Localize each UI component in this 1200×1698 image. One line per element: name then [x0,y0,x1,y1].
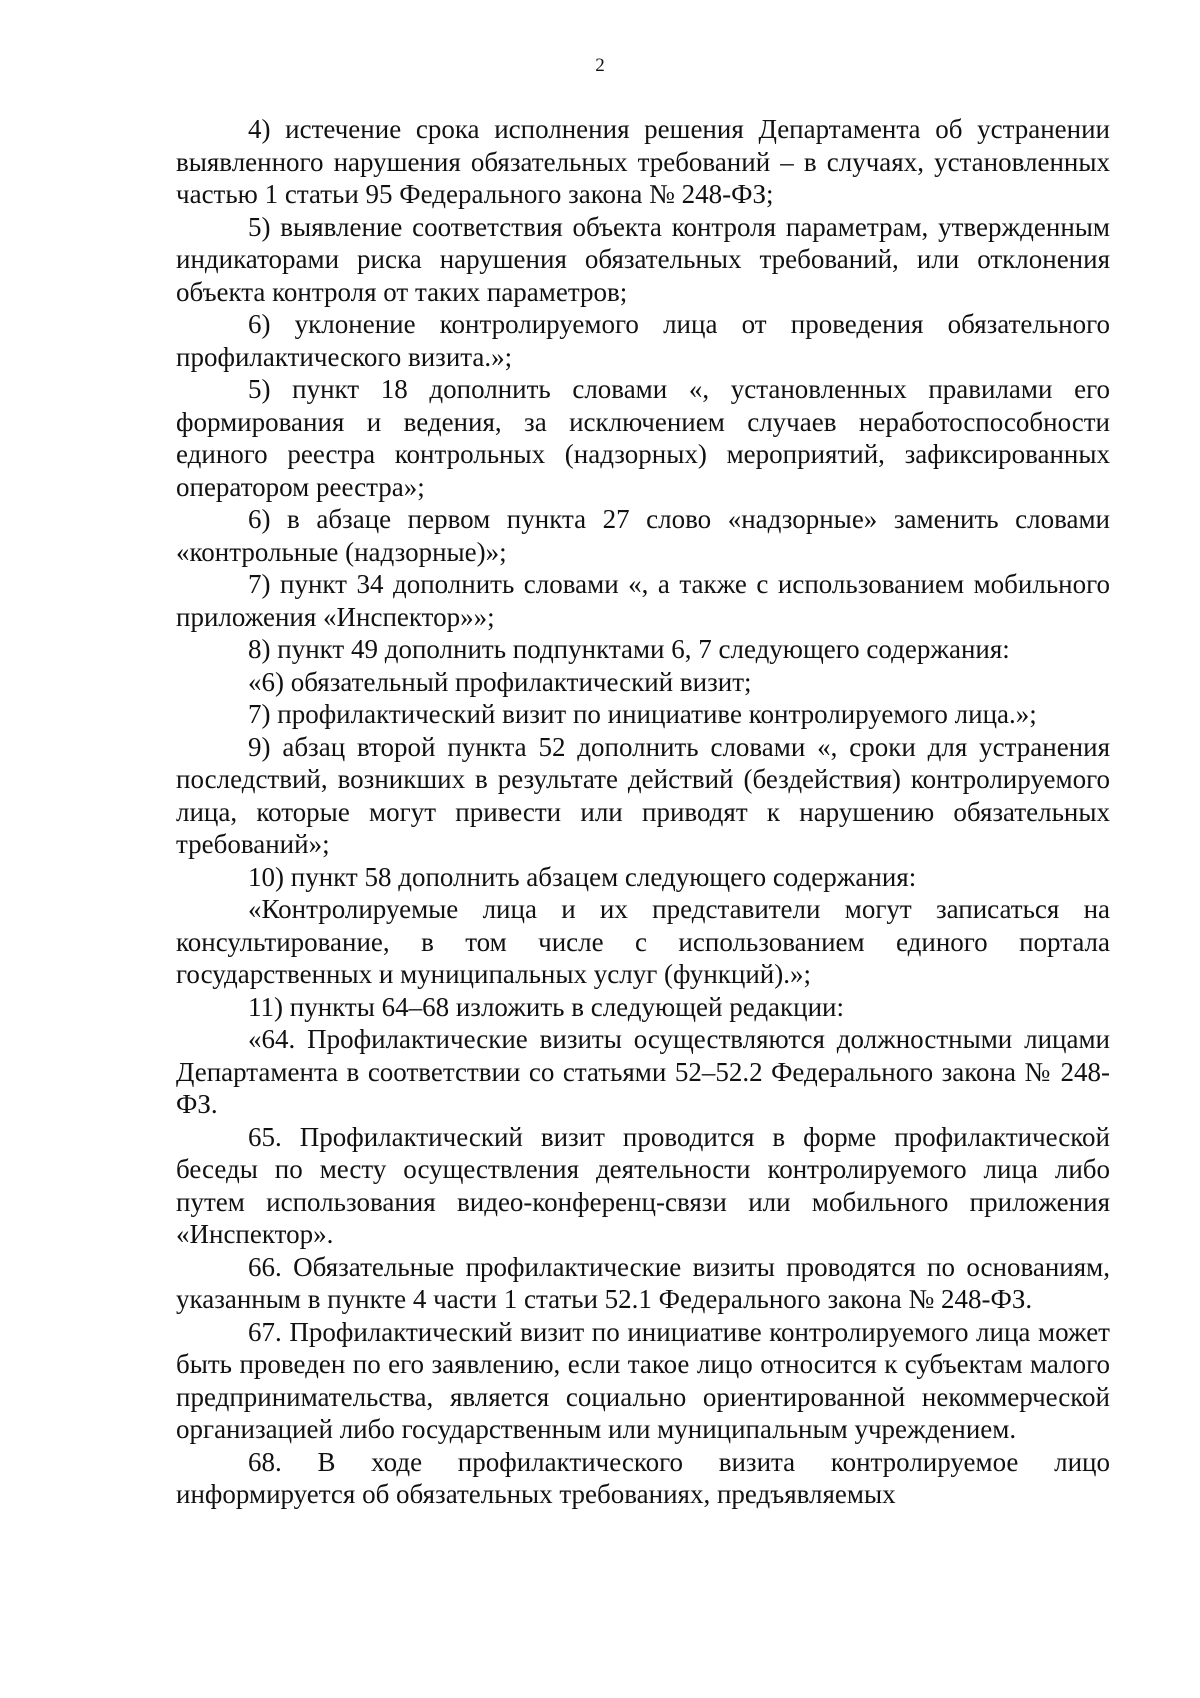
paragraph: «64. Профилактические визиты осуществляются должностными лицами Департамента в соответствии со статьями 52–52.2 Федерального закона № 248-ФЗ. [176,1024,1110,1119]
document-body [176,113,1110,1511]
paragraph: 7) профилактический визит по инициативе контролируемого лица.»; [248,699,1037,729]
paragraph: 68. В ходе профилактического визита контролируемое лицо информируется об обязательных требованиях, предъявляемых [176,1446,1110,1509]
paragraph: 6) уклонение контролируемого лица от проведения обязательного профилактического визита.»; [176,309,1110,372]
paragraph: 8) пункт 49 дополнить подпунктами 6, 7 следующего содержания: [248,634,1010,664]
paragraph: «Контролируемые лица и их представители могут записаться на консультирование, в том числе с использованием единого портала государственных и муниципальных услуг (функций).»; [176,894,1110,989]
paragraph: 5) выявление соответствия объекта контроля параметрам, утвержденным индикаторами риска нарушения обязательных требований, или отклонения объекта контроля от таких параметров; [176,211,1110,307]
paragraph: «6) обязательный профилактический визит; [248,666,752,697]
page-number: 2 [595,55,605,76]
paragraph: 66. Обязательные профилактические визиты проводятся по основаниям, указанным в пункте 4 части 1 статьи 52.1 Федерального закона № 248-ФЗ. [176,1251,1110,1314]
paragraph: 65. Профилактический визит проводится в форме профилактической беседы по месту осуществления деятельности контролируемого лица либо путем использования видео-конференц-связи или мобильного приложения «Инспектор». [176,1121,1110,1249]
paragraph: 6) в абзаце первом пункта 27 слово «надзорные» заменить словами «контрольные (надзорные)»; [176,504,1110,567]
paragraph: 9) абзац второй пункта 52 дополнить словами «, сроки для устранения последствий, возникших в результате действий (бездействия) контролируемого лица, которые могут привести или приводят к нарушению обязательных требований»; [176,731,1110,859]
paragraph: 4) истечение срока исполнения решения Департамента об устранении выявленного нарушения обязательных требований – в случаях, установленных частью 1 статьи 95 Федерального закона № 248-ФЗ; [176,114,1110,209]
paragraph: 5) пункт 18 дополнить словами «, установленных правилами его формирования и ведения, за исключением случаев неработоспособности единого реестра контрольных (надзорных) мероприятий, зафиксированных оператором реестра»; [176,374,1110,502]
paragraph: 11) пункты 64–68 изложить в следующей редакции: [248,991,845,1022]
paragraph: 67. Профилактический визит по инициативе контролируемого лица может быть проведен по его заявлению, если такое лицо относится к субъектам малого предпринимательства, является социально ориентированной некоммерческой организацией либо государственным или муниципальным учреждением. [176,1316,1110,1444]
paragraph: 10) пункт 58 дополнить абзацем следующего содержания: [248,861,917,892]
paragraph: 7) пункт 34 дополнить словами «, а также с использованием мобильного приложения «Инспектор»»; [176,569,1110,632]
